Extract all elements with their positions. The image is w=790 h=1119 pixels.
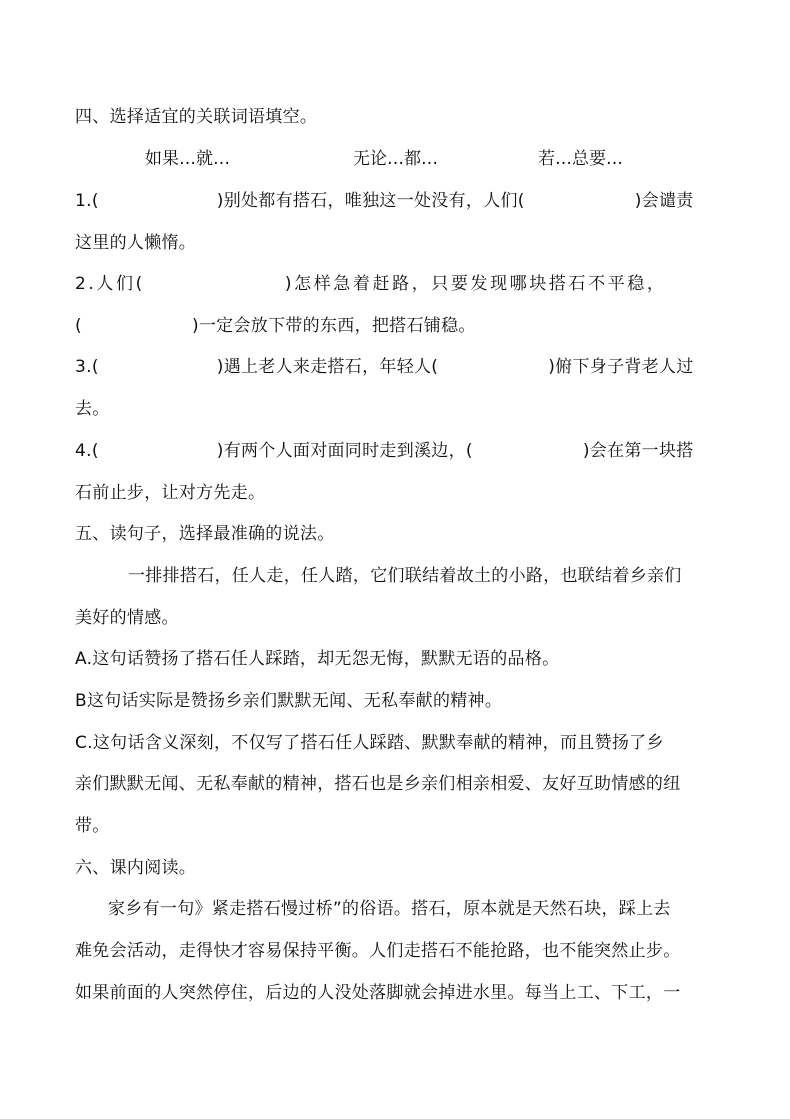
option-a: A.这句话赞扬了搭石任人踩踏，却无怨无悔，默默无语的品格。: [75, 649, 560, 669]
question-2-prefix: 2.人们(: [75, 274, 145, 294]
option-ruguo-jiu: 如果…就…: [145, 149, 230, 169]
reading-line-1: 家乡有一句》紧走搭石慢过桥”的俗语。搭石，原本就是天然石块，踩上去: [108, 899, 671, 919]
question-2-end: )一定会放下带的东西，把搭石铺稳。: [191, 316, 476, 336]
section-5-title: 五、读句子，选择最准确的说法。: [75, 524, 335, 544]
option-c-line-1: C.这句话含义深刻，不仅写了搭石任人踩踏、默默奉献的精神，而且赞扬了乡: [75, 733, 664, 753]
question-3-line-1: [75, 356, 694, 378]
question-1-end: )会谴责: [634, 191, 694, 211]
question-1-prefix: 1.(: [75, 191, 99, 211]
question-3-line-2: 去。: [75, 399, 110, 419]
reading-line-3: 如果前面的人突然停住，后边的人没处落脚就会掉进水里。每当上工、下工，一: [75, 983, 681, 1003]
quote-line-2: 美好的情感。: [75, 608, 179, 628]
question-2-open: (: [75, 316, 82, 336]
question-3-end: )俯下身子背老人过: [548, 357, 694, 377]
question-4-mid: )有两个人面对面同时走到溪边，(: [216, 441, 473, 461]
reading-line-2: 难免会活动，走得快才容易保持平衡。人们走搭石不能抢路，也不能突然止步。: [75, 941, 681, 961]
question-1-mid: )别处都有搭石，唯独这一处没有，人们(: [216, 191, 525, 211]
question-1-line-1: [75, 190, 694, 212]
question-4-line-1: [75, 440, 694, 462]
option-c-line-2: 亲们默默无闻、无私奉献的精神，搭石也是乡亲们相亲相爱、友好互助情感的纽: [75, 774, 681, 794]
question-2-line-1: [75, 273, 667, 295]
question-3-prefix: 3.(: [75, 357, 99, 377]
question-4-end: )会在第一块搭: [582, 441, 694, 461]
question-1-line-2: 这里的人懒惰。: [75, 233, 197, 253]
question-4-prefix: 4.(: [75, 441, 99, 461]
question-3-mid: )遇上老人来走搭石，年轻人(: [216, 357, 439, 377]
question-4-line-2: 石前止步，让对方先走。: [75, 483, 266, 503]
option-wulun-dou: 无论…都…: [353, 149, 438, 169]
option-ruo-zongyao: 若…总要…: [538, 149, 623, 169]
option-b: B这句话实际是赞扬乡亲们默默无闻、无私奉献的精神。: [75, 691, 503, 711]
option-c-line-3: 带。: [75, 816, 110, 836]
quote-line-1: 一排排搭石，任人走，任人踏，它们联结着故土的小路，也联结着乡亲们: [128, 566, 682, 586]
question-2-line-2: [75, 315, 476, 337]
section-6-title: 六、课内阅读。: [75, 858, 197, 878]
section-4-title: 四、选择适宜的关联词语填空。: [75, 107, 318, 127]
question-2-mid: )怎样急着赶路，只要发现哪块搭石不平稳，: [284, 274, 667, 294]
